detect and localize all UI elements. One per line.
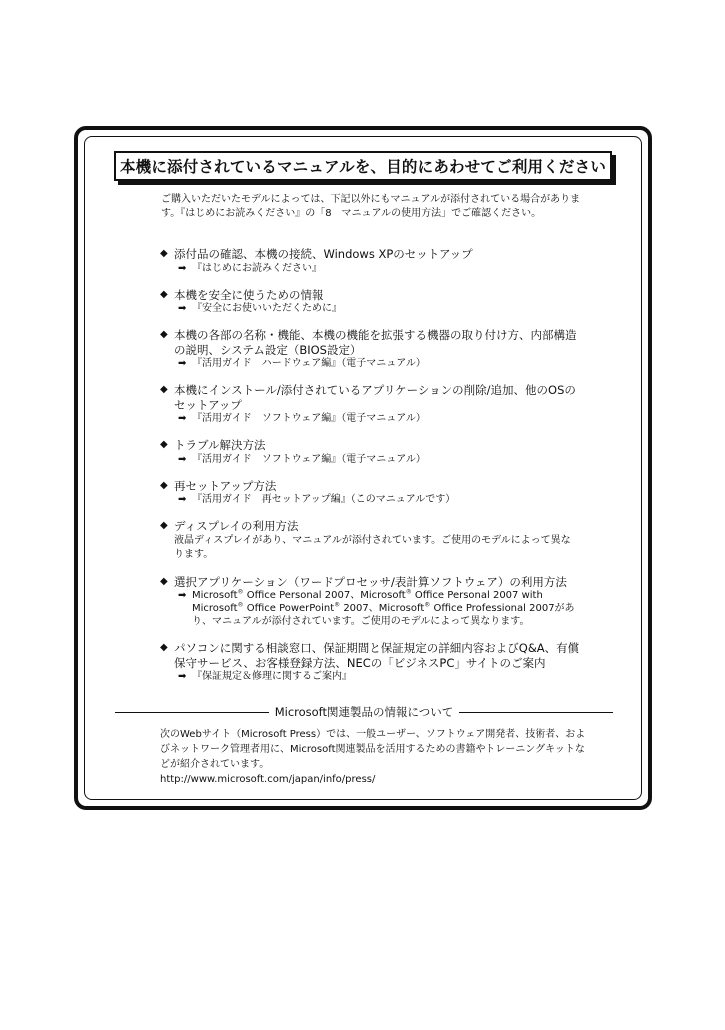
heading-rule-right <box>459 712 613 713</box>
arrow-right-icon: ➡ <box>178 262 187 274</box>
heading-rule-left <box>115 712 269 713</box>
diamond-icon: ◆ <box>160 329 168 340</box>
item-ref: 『活用ガイド ソフトウェア編』（電子マニュアル） <box>192 413 426 424</box>
item-ref: Microsoft® Office Personal 2007、Microsoft® Office Personal 2007 with Microsoft® Office PowerPoint® 2007、Microsoft® Office Professional 2007があり、マニュアルが添付されています。ご使用のモデルによって異なります。 <box>192 588 575 627</box>
arrow-right-icon: ➡ <box>178 358 187 369</box>
arrow-right-icon: ➡ <box>178 671 187 682</box>
ms-section-heading <box>115 703 613 721</box>
item-ref: 『活用ガイド 再セットアップ編』（このマニュアルです） <box>192 494 456 505</box>
item-ref: 『はじめにお読みください』 <box>192 262 322 274</box>
diamond-icon: ◆ <box>160 384 168 395</box>
item-title: 本機を安全に使うための情報 <box>174 287 324 302</box>
list-item <box>160 438 580 466</box>
ms-section-body <box>160 727 590 787</box>
diamond-icon: ◆ <box>160 248 168 259</box>
item-title: 添付品の確認、本機の接続、Windows XPのセットアップ <box>174 247 473 261</box>
diamond-icon: ◆ <box>160 479 168 491</box>
manual-list <box>160 247 580 696</box>
item-ref: 『保証規定＆修理に関するご案内』 <box>192 671 352 682</box>
item-title: トラブル解決方法 <box>174 438 266 452</box>
arrow-right-icon: ➡ <box>178 494 187 505</box>
arrow-right-icon: ➡ <box>178 303 187 314</box>
item-ref: 『安全にお使いいただくために』 <box>192 303 342 314</box>
arrow-right-icon: ➡ <box>178 590 187 601</box>
item-title: パソコンに関する相談窓口、保証期間と保証規定の詳細内容およびQ&A、有償保守サービス、お客様登録方法、NECの「ビジネスPC」サイトのご案内 <box>174 641 580 670</box>
diamond-icon: ◆ <box>160 520 168 531</box>
item-title: 再セットアップ方法 <box>174 478 277 493</box>
list-item <box>160 479 580 507</box>
list-item <box>160 383 580 425</box>
ms-url-link[interactable]: http://www.microsoft.com/japan/info/press/ <box>160 774 376 785</box>
diamond-icon: ◆ <box>160 439 168 450</box>
ms-heading-text: Microsoft関連製品の情報について <box>274 705 454 719</box>
item-title: ディスプレイの利用方法 <box>174 519 299 533</box>
ms-body-text: 次のWebサイト（Microsoft Press）では、一般ユーザー、ソフトウェア開発者、技術者、およびネットワーク管理者用に、Microsoft関連製品を活用するための書籍やトレーニングキットなどが紹介されています。 <box>160 729 586 770</box>
diamond-icon: ◆ <box>160 575 168 587</box>
title-box <box>114 151 612 181</box>
item-ref: 『活用ガイド ソフトウェア編』（電子マニュアル） <box>192 453 426 465</box>
list-item <box>160 328 580 370</box>
arrow-right-icon: ➡ <box>178 453 187 465</box>
list-item <box>160 641 580 683</box>
item-title: 本機の各部の名称・機能、本機の機能を拡張する機器の取り付け方、内部構造の説明、システム設定（BIOS設定） <box>174 328 577 357</box>
list-item <box>160 247 580 275</box>
list-item <box>160 288 580 316</box>
item-title: 本機にインストール/添付されているアプリケーションの削除/追加、他のOSのセットアップ <box>174 383 576 412</box>
item-ref: 『活用ガイド ハードウェア編』（電子マニュアル） <box>192 358 426 369</box>
item-title: 選択アプリケーション（ワードプロセッサ/表計算ソフトウェア）の利用方法 <box>174 574 567 589</box>
page-title: 本機に添付されているマニュアルを、目的にあわせてご利用ください <box>119 158 607 176</box>
arrow-right-icon: ➡ <box>178 413 187 424</box>
intro-text: ご購入いただいたモデルによっては、下記以外にもマニュアルが添付されている場合があります。『はじめにお読みください』の「8 マニュアルの使用方法」でご確認ください。 <box>161 194 581 219</box>
list-item <box>160 519 580 562</box>
list-item <box>160 575 580 629</box>
diamond-icon: ◆ <box>160 642 168 653</box>
diamond-icon: ◆ <box>160 288 168 300</box>
item-note: 液晶ディスプレイがあり、マニュアルが添付されています。ご使用のモデルによって異なります。 <box>174 534 571 560</box>
